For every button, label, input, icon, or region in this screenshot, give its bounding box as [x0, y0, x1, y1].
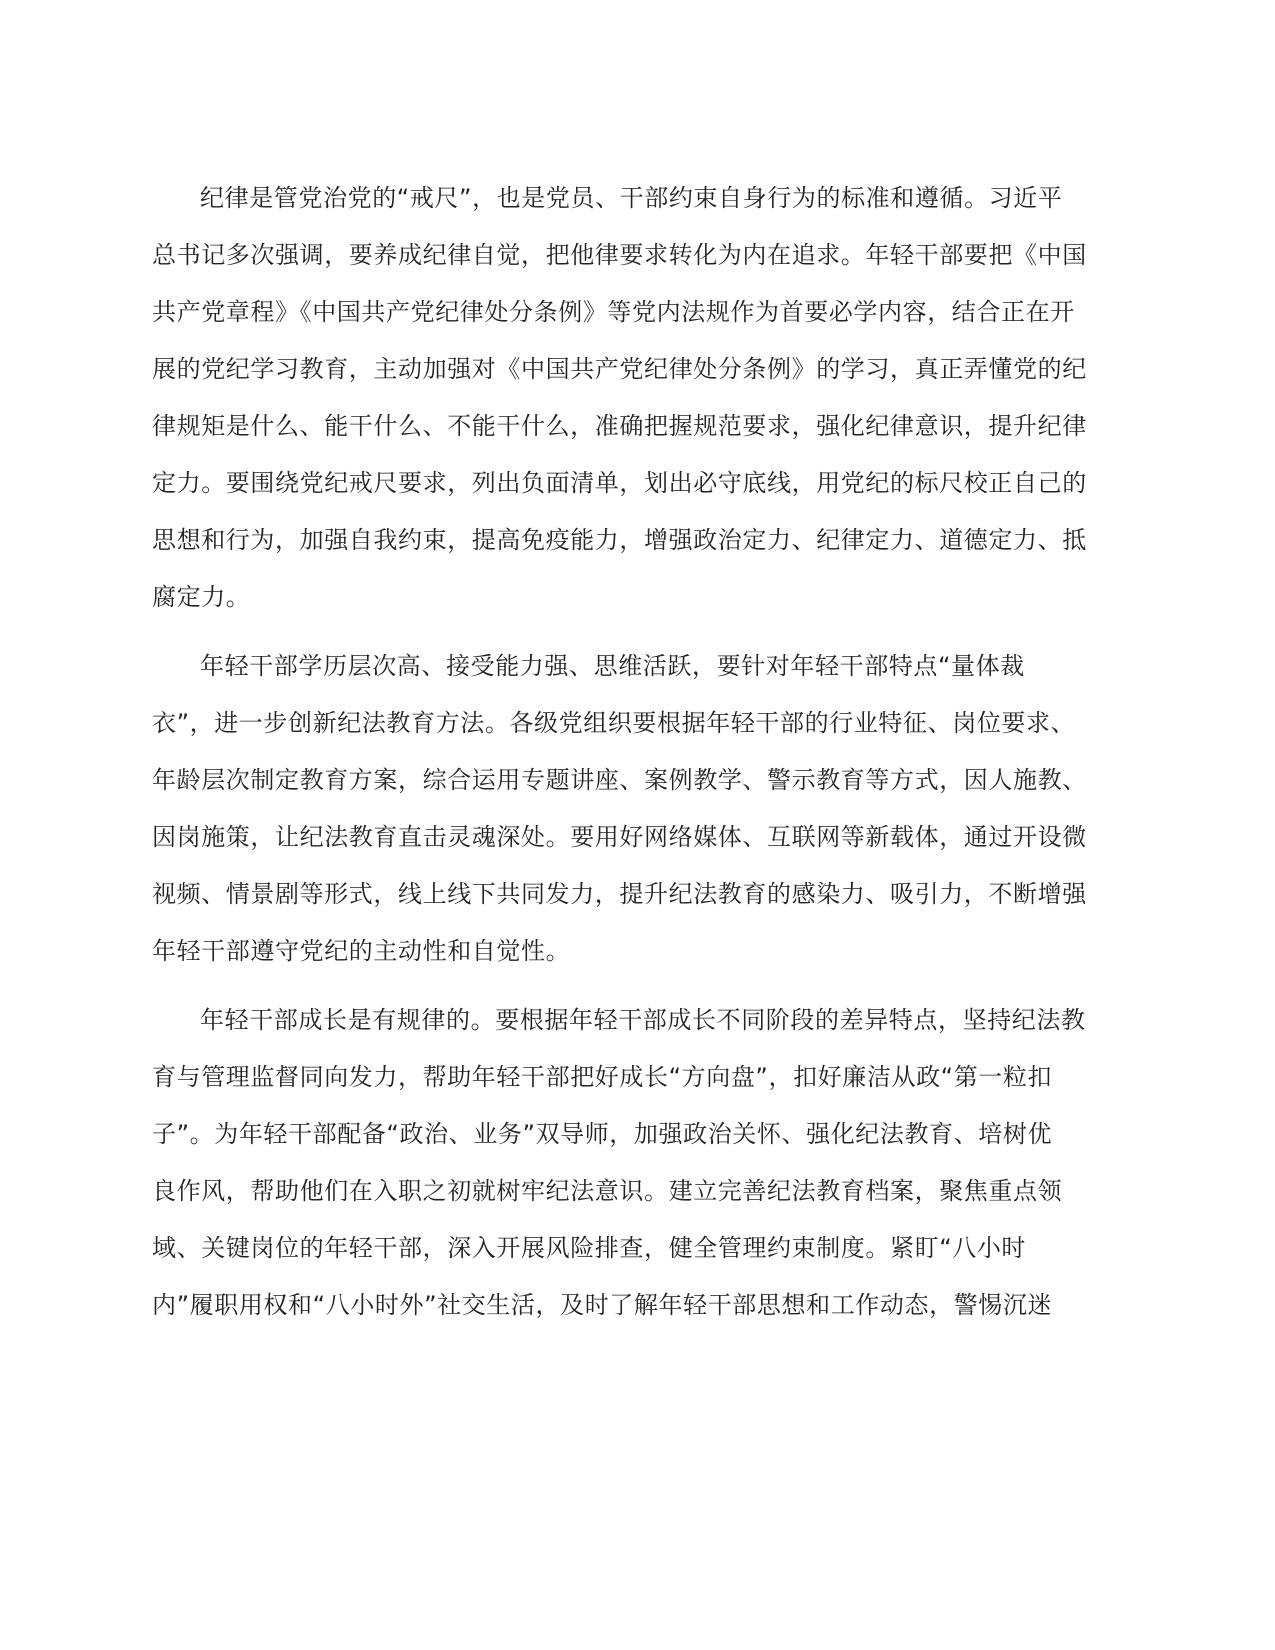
paragraph-line: 衣”，进一步创新纪法教育方法。各级党组织要根据年轻干部的行业特征、岗位要求、 — [152, 709, 1076, 737]
paragraph-line: 纪律是管党治党的“戒尺”，也是党员、干部约束自身行为的标准和遵循。习近平 — [200, 184, 1063, 212]
paragraph-1 — [152, 170, 1112, 626]
paragraph-line: 年轻干部学历层次高、接受能力强、思维活跃，要针对年轻干部特点“量体裁 — [200, 652, 1025, 680]
paragraph-line: 内”履职用权和“八小时外”社交生活，及时了解年轻干部思想和工作动态，警惕沉迷 — [152, 1291, 1053, 1319]
paragraph-line: 总书记多次强调，要养成纪律自觉，把他律要求转化为内在追求。年轻干部要把《中国 — [152, 241, 1087, 269]
paragraph-line: 年轻干部成长是有规律的。要根据年轻干部成长不同阶段的差异特点，坚持纪法教 — [200, 1006, 1086, 1034]
paragraph-3 — [152, 992, 1112, 1334]
document-body — [152, 170, 1112, 1334]
paragraph-line: 定力。要围绕党纪戒尺要求，列出负面清单，划出必守底线，用党纪的标尺校正自己的 — [152, 469, 1087, 497]
paragraph-spacer — [152, 980, 1112, 992]
paragraph-line: 展的党纪学习教育，主动加强对《中国共产党纪律处分条例》的学习，真正弄懂党的纪 — [152, 355, 1087, 383]
paragraph-line: 域、关键岗位的年轻干部，深入开展风险排查，健全管理约束制度。紧盯“八小时 — [152, 1234, 1027, 1262]
paragraph-line: 腐定力。 — [152, 583, 251, 611]
paragraph-line: 年轻干部遵守党纪的主动性和自觉性。 — [152, 937, 571, 965]
paragraph-line: 子”。为年轻干部配备“政治、业务”双导师，加强政治关怀、强化纪法教育、培树优 — [152, 1120, 1053, 1148]
paragraph-line: 共产党章程》《中国共产党纪律处分条例》等党内法规作为首要必学内容，结合正在开 — [152, 298, 1075, 326]
paragraph-2 — [152, 638, 1112, 980]
paragraph-line: 律规矩是什么、能干什么、不能干什么，准确把握规范要求，强化纪律意识，提升纪律 — [152, 412, 1087, 440]
paragraph-line: 育与管理监督同向发力，帮助年轻干部把好成长“方向盘”，扣好廉洁从政“第一粒扣 — [152, 1063, 1053, 1091]
paragraph-line: 思想和行为，加强自我约束，提高免疫能力，增强政治定力、纪律定力、道德定力、抵 — [152, 526, 1087, 554]
paragraph-line: 良作风，帮助他们在入职之初就树牢纪法意识。建立完善纪法教育档案，聚焦重点领 — [152, 1177, 1063, 1205]
paragraph-line: 年龄层次制定教育方案，综合运用专题讲座、案例教学、警示教育等方式，因人施教、 — [152, 766, 1087, 794]
paragraph-spacer — [152, 626, 1112, 638]
paragraph-line: 因岗施策，让纪法教育直击灵魂深处。要用好网络媒体、互联网等新载体，通过开设微 — [152, 823, 1087, 851]
paragraph-line: 视频、情景剧等形式，线上线下共同发力，提升纪法教育的感染力、吸引力，不断增强 — [152, 880, 1087, 908]
